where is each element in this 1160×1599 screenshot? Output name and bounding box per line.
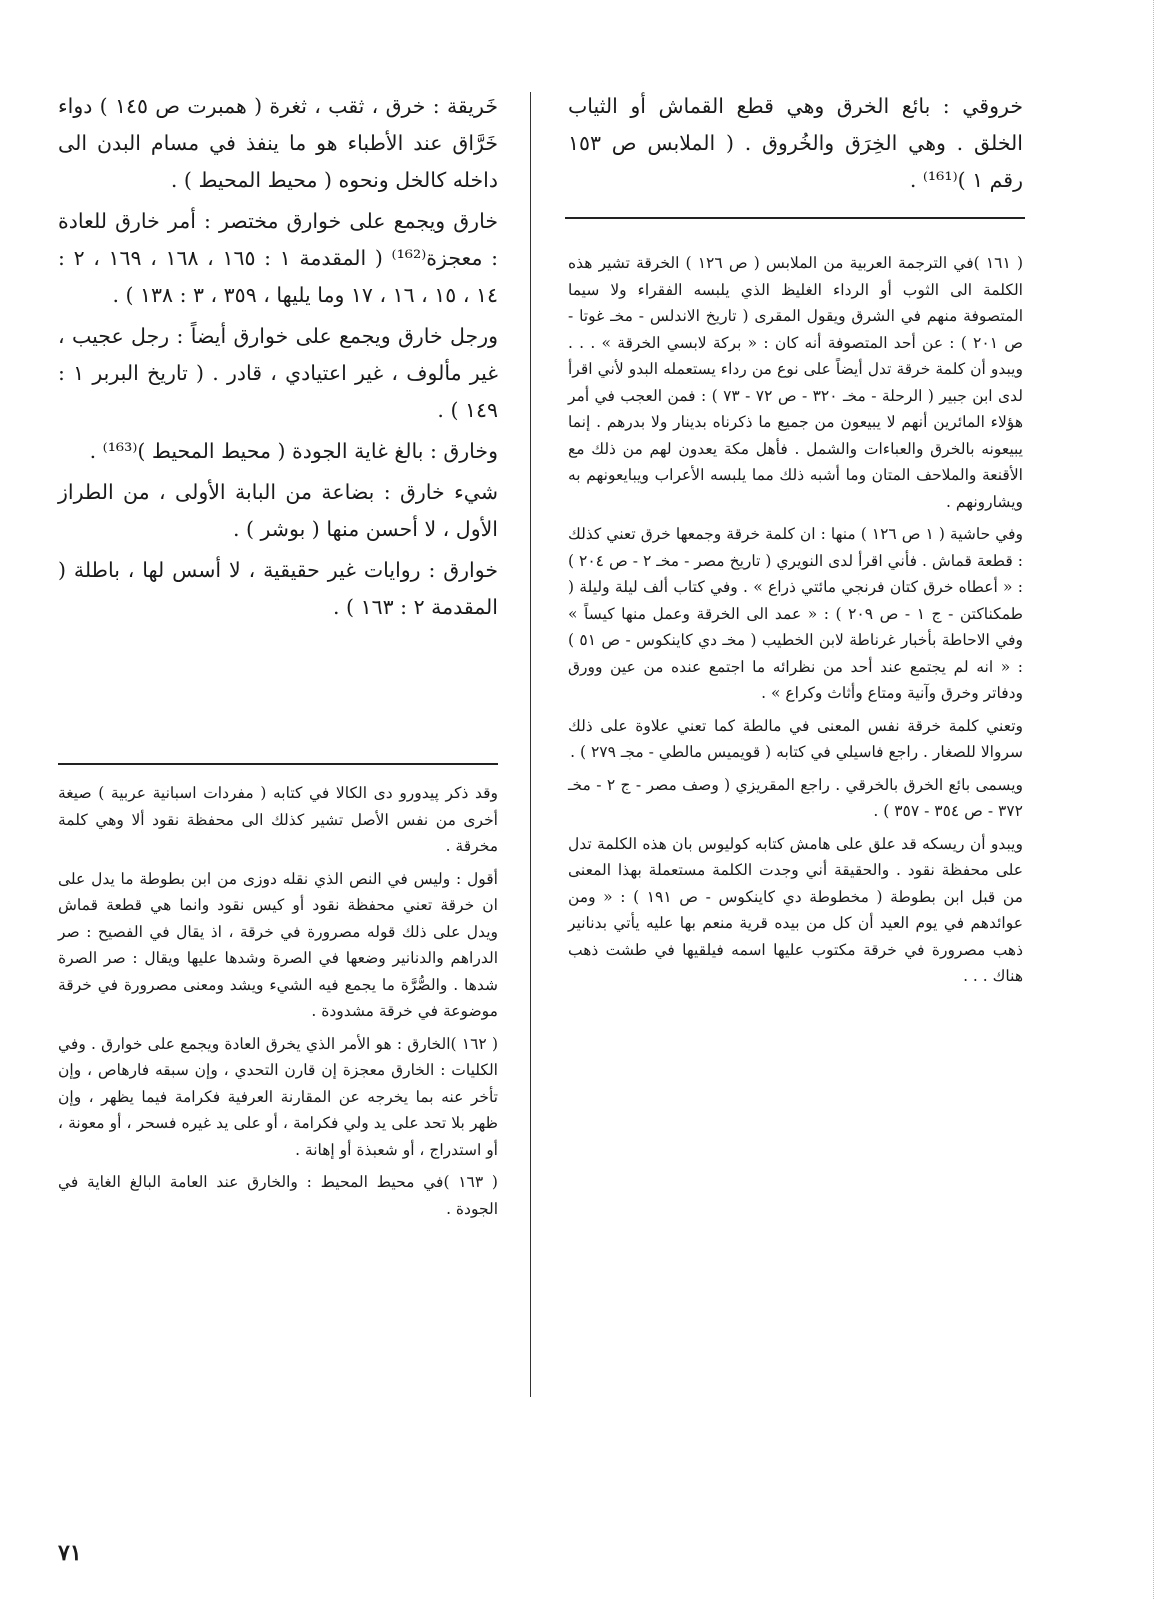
entry-rajul-khariq: ورجل خارق ويجمع على خوارق أيضاً : رجل عجيب ، غير مألوف ، غير اعتيادي ، قادر . ( تاريخ البربر ١ : ١٤٩ ) . — [58, 324, 498, 422]
footnote-163: ( ١٦٣ )في محيط المحيط : والخارق عند العامة البالغ الغاية في الجودة . — [58, 1173, 498, 1218]
footnote-161-continued-2: وتعني كلمة خرقة نفس المعنى في مالطة كما تعني علاوة على ذلك سروالا للصغار . راجع فاسيلي في كتابه ( قويميس مالطي - مجـ ٢٧٩ ) . — [568, 716, 1023, 761]
column-divider — [530, 92, 531, 1397]
right-column — [568, 88, 1023, 203]
entry-khariqa: خَريقة : خرق ، ثقب ، ثغرة ( همبرت ص ١٤٥ ) دواء خَرَّاق عند الأطباء هو ما ينفذ في مسام البدن الى داخله كالخل ونحوه ( محيط المحيط ) . — [58, 94, 498, 192]
left-column — [58, 88, 498, 630]
footnote-161-continued-4: ويبدو أن ريسكه قد علق على هامش كتابه كوليوس بان هذه الكلمة تدل على محفظة نقود . والحقيقة أني وجدت الكلمة مستعملة بهذا المعنى من قبل ابن بطوطة ( مخطوطة دي كاينكوس - ص ١٩١ ) : « ومن عوائدهم في يوم العيد أن كل من بيده قرية منعم بها عليه يأتي بدنانير ذهب مصرورة في خرقة مكتوب عليها اسمه فيلقيها في طشت ذهب هناك . . . — [568, 834, 1023, 985]
footnote-161: ( ١٦١ )في الترجمة العربية من الملابس ( ص ١٢٦ ) الخرقة تشير هذه الكلمة الى الثوب أو الرداء الغليظ الذي يلبسه الفقراء ولا سيما المتصوفة منهم في الشرق ويقول المقرى ( تاريخ الاندلس - مخـ غوتا - ص ٢٠١ ) : عن أحد المتصوفة أنه كان : « بركة لابسي الخرقة » . . . ويبدو أن كلمة خرقة تدل أيضاً على نوع من رداء يستعمله البدو لأني اقرأ لدى ابن جبير ( الرحلة - مخـ ٣٢٠ - ص ٧٢ - ٧٣ ) : فمن العجب في أمر هؤلاء المائرين أنهم لا يبيعون من جميع ما ذكرناه بدينار ولا بدرهم . إنما يبيعونه بالخرق والعباءات والشمل . فأهل مكة يعدون لهم من ذلك مع الأقنعة والملاحف المتان وما أشبه ذلك مما يلبسه الأعراب ويبايعونهم به ويشارونهم . — [568, 254, 1024, 511]
page-edge — [1153, 0, 1154, 1599]
page-number: ٧١ — [58, 1540, 82, 1566]
footnote-161-continued-3: ويسمى بائع الخرق بالخرقي . راجع المقريزي ( وصف مصر - ج ٢ - مخـ ٣٧٢ - ص ٣٥٤ - ٣٥٧ ) . — [568, 775, 1023, 820]
entry-khariq: خارق ويجمع على خوارق مختصر : أمر خارق للعادة : معجزة⁽¹⁶²⁾ ( المقدمة ١ : ١٦٥ ، ١٦٨ ، ١٦٩ ، ٢ : ١٤ ، ١٥ ، ١٦ ، ١٧ وما يليها ، ٣٥٩ ، ٣ : ١٣٨ ) . — [58, 209, 498, 307]
footnote-161-continued-5: وقد ذكر پيدورو دى الكالا في كتابه ( مفردات اسبانية عربية ) صيغة أخرى من نفس الأصل تشير كذلك الى محفظة نقود ألا وهي كلمة مخرقة . — [58, 784, 498, 855]
right-footnotes — [568, 250, 1023, 992]
left-footnotes — [58, 780, 498, 1224]
footnote-161-continued-1: وفي حاشية ( ١ ص ١٢٦ ) منها : ان كلمة خرقة وجمعها خرق تعني كذلك : قطعة قماش . فأني اقرأ لدى النويري ( تاريخ مصر - مخـ ٢ - ص ٢٠٤ ) : « أعطاه خرق كتان فرنجي مائتي ذراع » . وفي كتاب ألف ليلة وليلة ( طمكناكتن - ج ١ - ص ٢٠٩ ) : « عمد الى الخرقة وعمل منها كيساً » وفي الاحاطة بأخبار غرناطة لابن الخطيب ( مخـ دي كاينكوس - ص ٥١ ) : « انه لم يجتمع عند أحد من نظرائه ما اجتمع عنده من عين وورق ودفاتر وخرق وآنية ومتاع وأثاث وكراع » . — [568, 525, 1024, 702]
entry-khawariq: خوارق : روايات غير حقيقية ، لا أسس لها ، باطلة ( المقدمة ٢ : ١٦٣ ) . — [58, 558, 498, 619]
editor-note: أقول : وليس في النص الذي نقله دوزى من ابن بطوطة ما يدل على ان خرقة تعني محفظة نقود أو كيس نقود وانما هي قطعة قماش ويدل على ذلك قوله مصرورة في خرقة ، اذ يقال في الفصيح : صر الدراهم والدنانير وضعها في الصرة وشدها عليها ويقال : صر الصرة شدها . والصُّرَّة ما يجمع فيه الشيء ويشد ومعنى مصرورة في خرقة موضوعة في خرقة مشدودة . — [58, 869, 498, 1020]
entry-khuruqi: خروقي : بائع الخرق وهي قطع القماش أو الثياب الخلق . وهي الخِرَق والخُروق . ( الملابس ص ١٥٣ رقم ١ )⁽¹⁶¹⁾ . — [568, 94, 1023, 192]
left-separator-rule — [58, 763, 498, 765]
right-separator-rule — [565, 217, 1025, 219]
entry-shay-khariq: شيء خارق : بضاعة من البابة الأولى ، من الطراز الأول ، لا أحسن منها ( بوشر ) . — [58, 480, 498, 541]
footnote-162: ( ١٦٢ )الخارق : هو الأمر الذي يخرق العادة ويجمع على خوارق . وفي الكليات : الخارق معجزة إن قارن التحدي ، وإن سبقه فارهاص ، وإن تأخر عنه بما يخرجه عن المقارنة العرفية فكرامة فيما يظهر ، وإن ظهر بلا تحد على يد ولي فكرامة ، أو على يد غيره فسحر ، أو معونة ، أو استدراج ، أو شعبذة أو إهانة . — [58, 1034, 498, 1159]
entry-khariq-quality: وخارق : بالغ غاية الجودة ( محيط المحيط )⁽¹⁶³⁾ . — [89, 439, 498, 463]
